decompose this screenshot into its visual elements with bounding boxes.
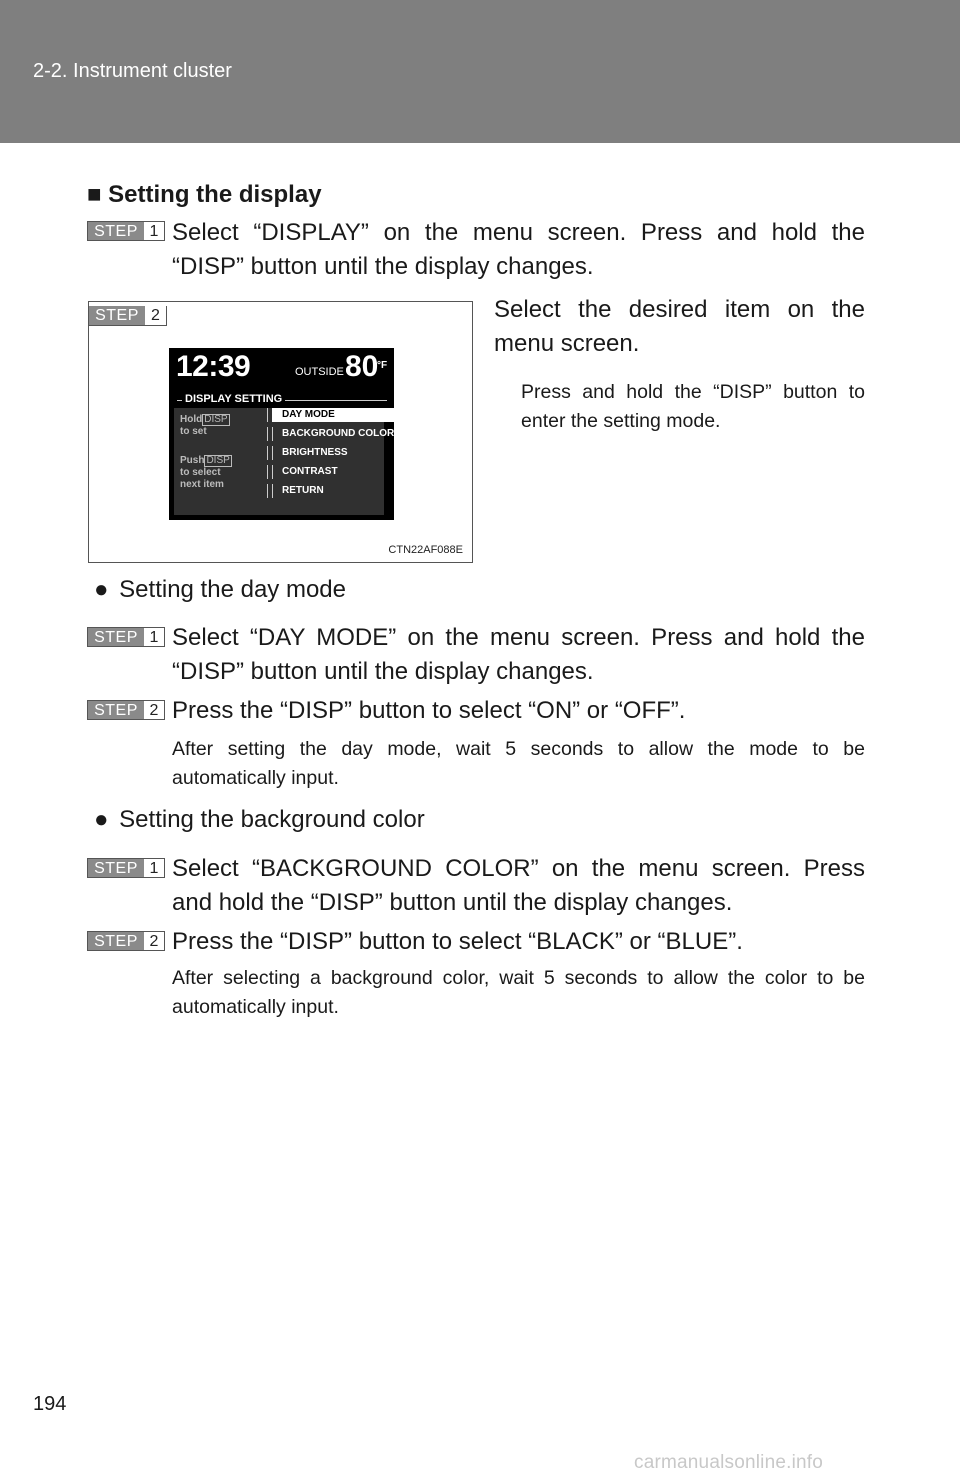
step-number: 2 [144, 932, 164, 950]
watermark: carmanualsonline.info [634, 1452, 824, 1473]
push-hint [180, 455, 232, 491]
push-sub-label: to select [180, 467, 221, 478]
display-figure [88, 301, 473, 563]
figure-code: CTN22AF088E [388, 544, 463, 556]
menu-item-brightness: BRIGHTNESS [282, 447, 348, 458]
page-header [0, 0, 960, 143]
step-text: Select the desired item on the menu screen. [494, 296, 865, 357]
bullet-icon: ● [94, 576, 109, 603]
outside-label: OUTSIDE [295, 366, 344, 378]
step-word: STEP [89, 306, 145, 325]
bullet-icon: ● [94, 806, 109, 833]
section-breadcrumb: 2-2. Instrument cluster [33, 60, 232, 82]
temperature-readout: 80 [345, 350, 379, 383]
step-note: After selecting a background color, wait 5 seconds to allow the color to be automatically input. [172, 967, 865, 1018]
square-bullet-icon: ■ [87, 181, 102, 208]
disp-button-label: DISP [204, 414, 228, 425]
hold-label: Hold [180, 414, 203, 425]
subsection-title [94, 575, 346, 605]
clock-readout: 12:39 [176, 350, 251, 383]
page-number: 194 [33, 1393, 67, 1415]
step-badge [87, 700, 165, 720]
figure-step-badge [89, 306, 167, 326]
step-text: Press the “DISP” button to select “BLACK” or “BLUE”. [172, 928, 743, 955]
step-number: 2 [144, 701, 164, 719]
step-badge [87, 931, 165, 951]
step-badge [87, 858, 165, 878]
cluster-display-screen [169, 348, 394, 520]
menu-item-return: RETURN [282, 485, 324, 496]
step-number: 1 [144, 628, 164, 646]
subsection-title-text: Setting the day mode [119, 576, 346, 603]
menu-item-day-mode: DAY MODE [272, 408, 396, 422]
step-number: 2 [145, 306, 166, 325]
push-sub-label: next item [180, 479, 224, 490]
step-text: Select “DISPLAY” on the menu screen. Press and hold the “DISP” button until the display changes. [172, 219, 865, 280]
temperature-unit: °F [377, 360, 388, 371]
step-text: Select “BACKGROUND COLOR” on the menu screen. Press and hold the “DISP” button until the display changes. [172, 855, 865, 916]
menu-item-background-color: BACKGROUND COLOR [282, 428, 395, 439]
step-text: Press the “DISP” button to select “ON” or “OFF”. [172, 697, 686, 724]
step-word: STEP [88, 222, 144, 240]
step-badge [87, 627, 165, 647]
section-title [87, 180, 322, 210]
hold-hint [180, 414, 230, 438]
step-word: STEP [88, 932, 144, 950]
step-text: Select “DAY MODE” on the menu screen. Press and hold the “DISP” button until the display changes. [172, 624, 865, 685]
step-number: 1 [144, 859, 164, 877]
section-title-text: Setting the display [108, 181, 322, 208]
push-label: Push [180, 455, 205, 466]
step-note: Press and hold the “DISP” button to enter the setting mode. [521, 381, 865, 432]
disp-button-label: DISP [206, 455, 230, 466]
subsection-title [94, 805, 425, 835]
menu-title: DISPLAY SETTING [182, 393, 285, 405]
menu-item-contrast: CONTRAST [282, 466, 338, 477]
step-number: 1 [144, 222, 164, 240]
menu-panel [174, 408, 395, 515]
step-word: STEP [88, 701, 144, 719]
step-badge [87, 221, 165, 241]
hold-sub-label: to set [180, 426, 207, 437]
step-note: After setting the day mode, wait 5 seconds to allow the mode to be automatically input. [172, 738, 865, 789]
step-word: STEP [88, 628, 144, 646]
subsection-title-text: Setting the background color [119, 806, 425, 833]
step-word: STEP [88, 859, 144, 877]
